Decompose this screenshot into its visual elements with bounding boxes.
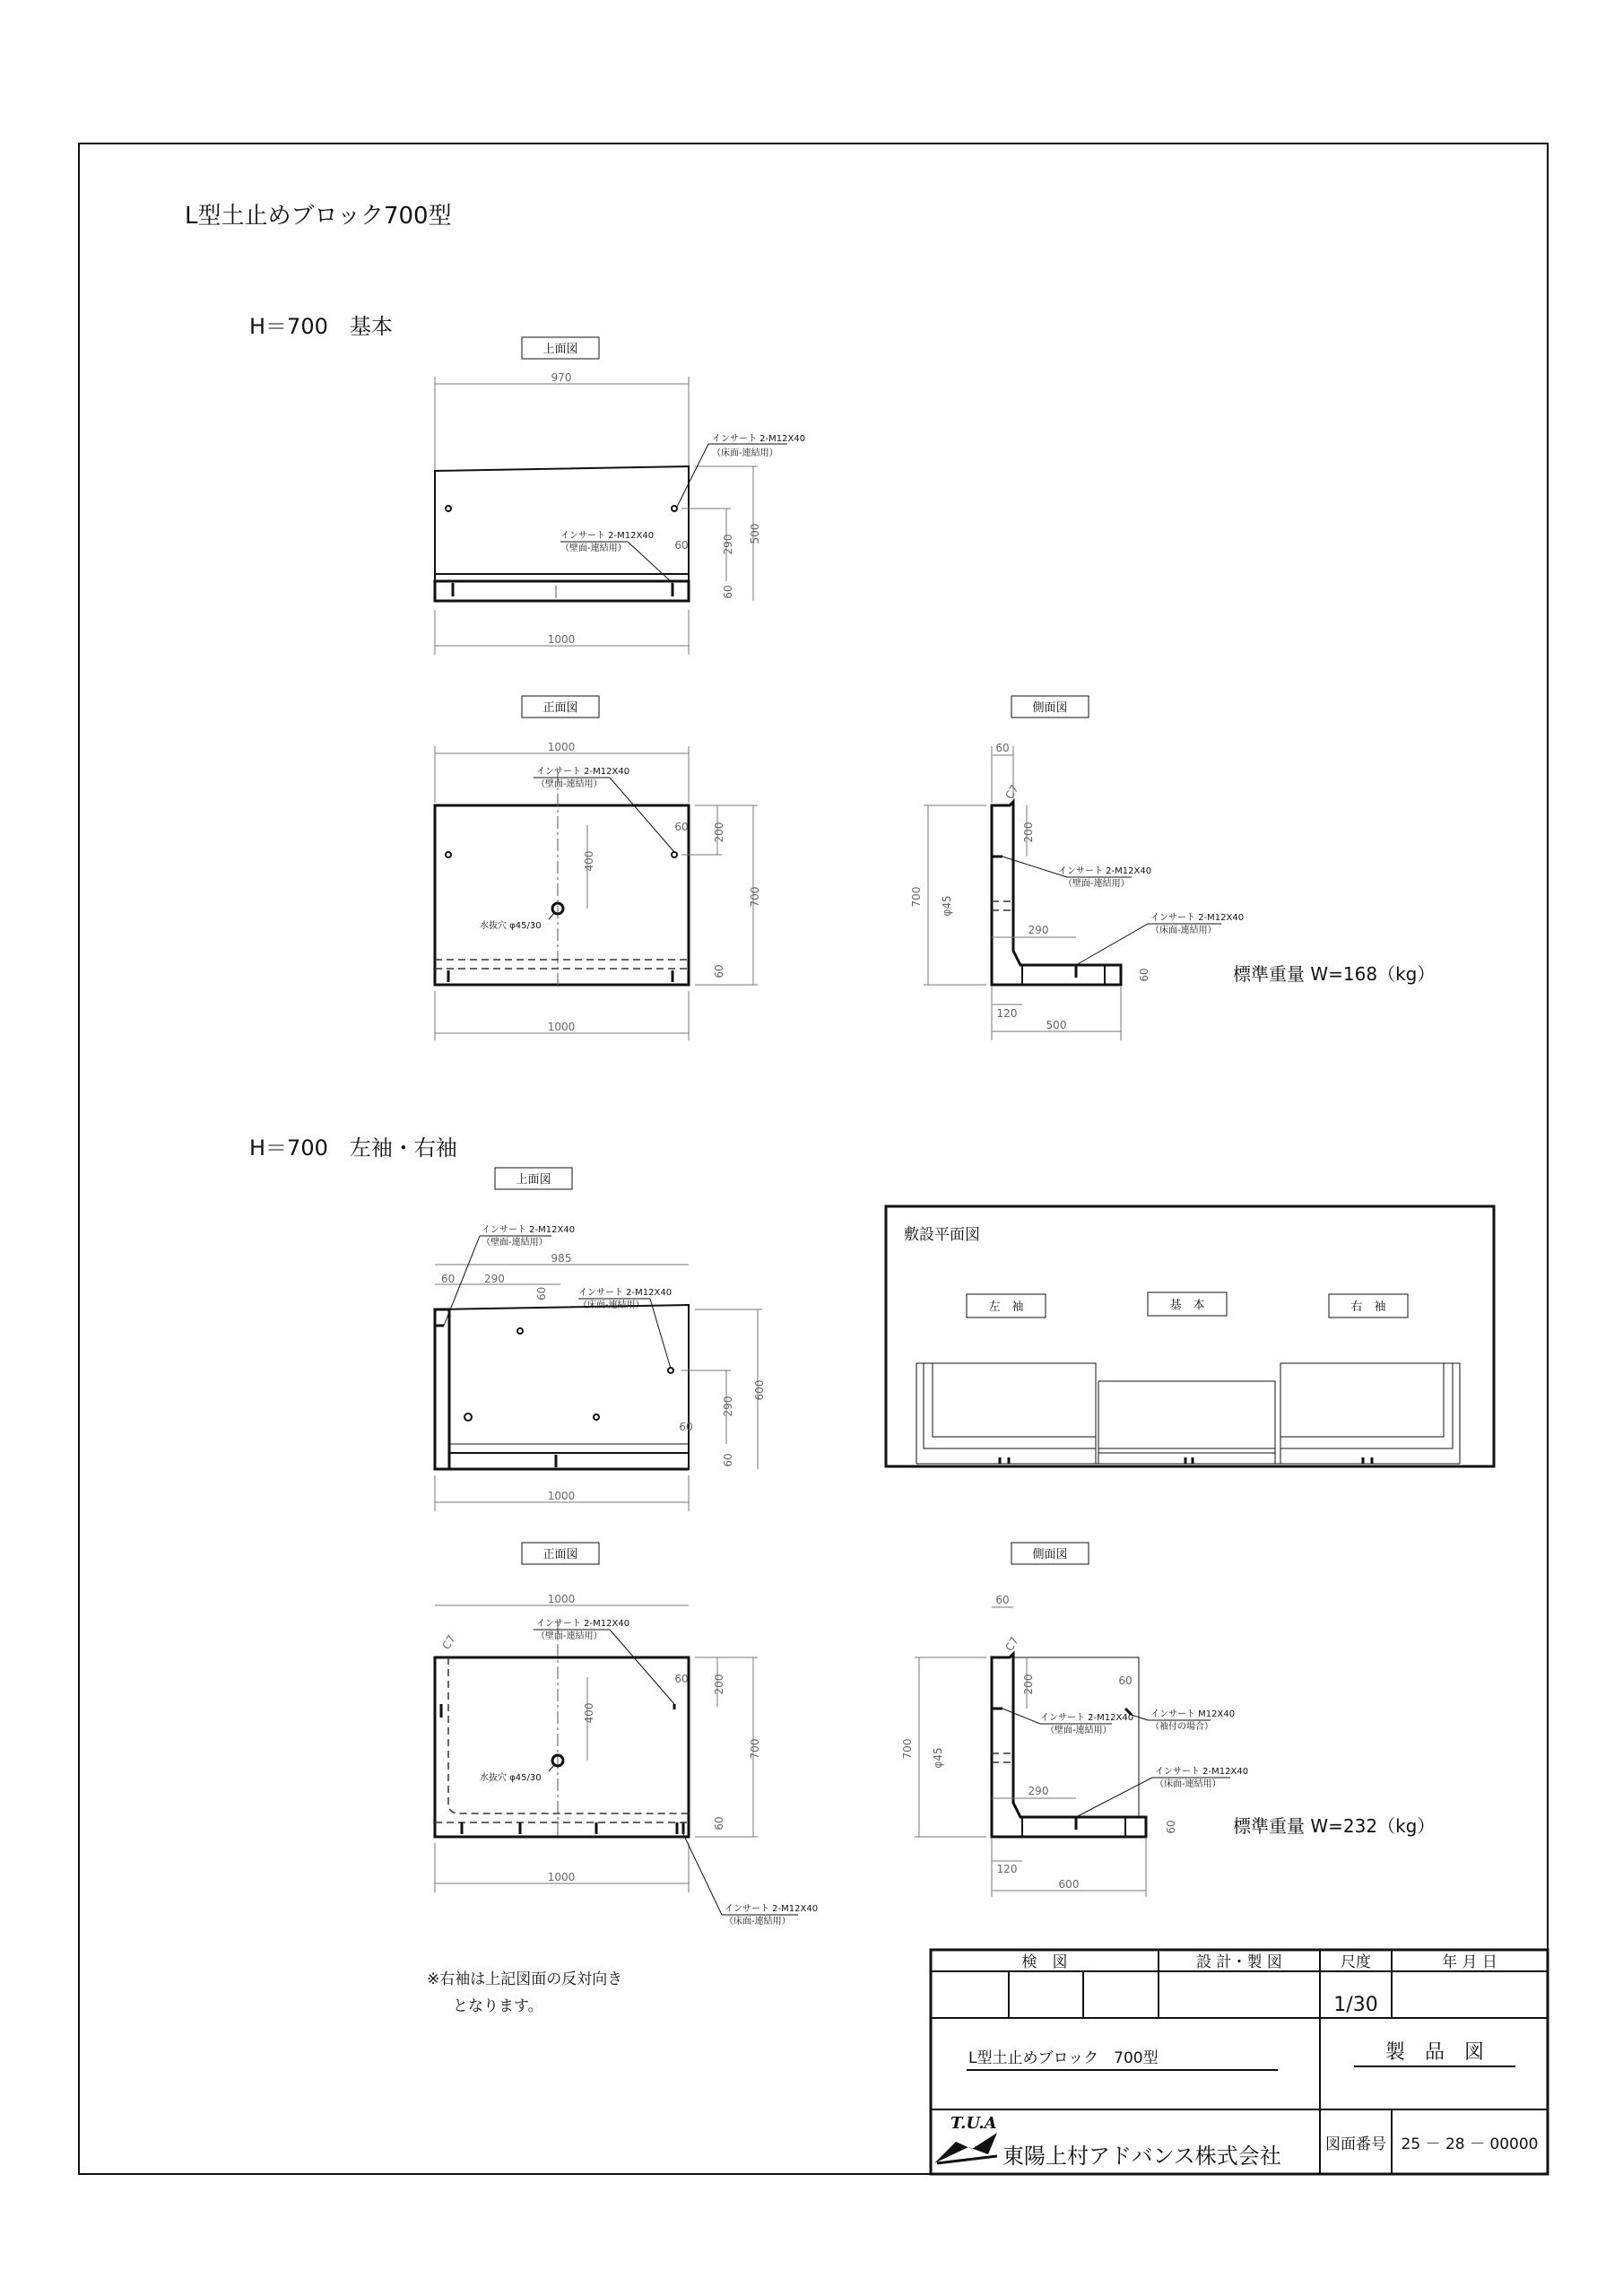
- sec1-side-view: [910, 696, 1244, 1040]
- sec1-side-note1a: インサート 2-M12X40: [1058, 866, 1152, 876]
- sec1-front-note1b: （壁面-連結用）: [536, 779, 603, 789]
- sec2-top-note1b: （壁面-連結用）: [482, 1238, 548, 1248]
- sec2-side-note2b: （袖付の場合）: [1150, 1722, 1213, 1732]
- sec2-front-label: 正面図: [542, 1548, 578, 1561]
- sec2-front-note1a: インサート 2-M12X40: [536, 1619, 630, 1629]
- tb-scale-value: 1/30: [1333, 1994, 1378, 2016]
- sec2-weight: 標準重量 W=232（kg）: [1233, 1815, 1436, 1837]
- layout-plan-right: 右 袖: [1350, 1300, 1386, 1314]
- sec1-side-note2a: インサート 2-M12X40: [1150, 913, 1245, 923]
- sec1-front-drain: 水抜穴 φ45/30: [480, 921, 542, 931]
- layout-plan-left: 左 袖: [988, 1300, 1024, 1314]
- sec1-side-dim-60: 60: [995, 742, 1010, 754]
- sec2-top-dim-290: 290: [484, 1273, 505, 1285]
- sec2-side-dim-60b: 60: [1118, 1674, 1133, 1687]
- sec2-top-dim-60b: 60: [535, 1286, 548, 1300]
- sec1-side-dim-60b: 60: [1138, 968, 1150, 982]
- sec1-front-dim-1000a: 1000: [547, 741, 576, 753]
- sec1-front-dim-200: 200: [713, 822, 725, 843]
- sec1-top-dim-500: 500: [749, 523, 761, 544]
- sec2-side-note1b: （壁面-連結用）: [1046, 1726, 1112, 1735]
- sec2-front-c7: C7: [439, 1632, 458, 1652]
- sec2-side-dim-200: 200: [1022, 1674, 1035, 1695]
- sec2-front-drain: 水抜穴 φ45/30: [480, 1773, 542, 1783]
- sec2-front-dim-400: 400: [583, 1702, 595, 1724]
- sec1-front-dim-1000b: 1000: [547, 1021, 576, 1033]
- sec2-side-dim-600: 600: [1058, 1878, 1080, 1891]
- sec1-top-note2a: インサート 2-M12X40: [560, 531, 655, 541]
- sec2-side-dim-120: 120: [996, 1863, 1018, 1875]
- sec1-top-dim-970: 970: [551, 371, 572, 384]
- sec1-side-phi45: φ45: [941, 895, 953, 917]
- section2-heading: H＝700 左袖・右袖: [249, 1135, 457, 1161]
- sec1-side-dim-290: 290: [1028, 924, 1049, 936]
- sec2-front-outline: [435, 1657, 689, 1837]
- sec2-front-note2b: （床面-連結用）: [725, 1917, 791, 1926]
- main-title: L型土止めブロック700型: [185, 203, 452, 230]
- sec1-top-dim-1000: 1000: [547, 633, 576, 646]
- sec2-top-dim-60: 60: [441, 1273, 456, 1285]
- company-logo-icon: [934, 2114, 997, 2163]
- sec2-top-dim-60d: 60: [722, 1453, 734, 1467]
- sec2-top-note1a: インサート 2-M12X40: [482, 1225, 576, 1235]
- tb-design-header: 設 計・製 図: [1196, 1953, 1282, 1971]
- sec1-front-view: [435, 696, 761, 1040]
- tb-product-name: L型土止めブロック 700型: [968, 2049, 1159, 2067]
- sec1-side-dim-120: 120: [996, 1007, 1018, 1020]
- sec2-side-dim-290: 290: [1028, 1785, 1049, 1797]
- sec2-top-dim-600: 600: [753, 1379, 766, 1401]
- sec1-side-outline: [992, 802, 1121, 985]
- sec1-top-note2b: （壁面-連結用）: [560, 544, 627, 553]
- sec2-top-view: [435, 1168, 766, 1511]
- sec1-side-note1b: （壁面-連結用）: [1063, 879, 1130, 889]
- sec2-side-dim-60c: 60: [1165, 1820, 1177, 1834]
- sec2-side-note2a: インサート M12X40: [1150, 1709, 1236, 1719]
- sec1-side-dim-200: 200: [1022, 822, 1035, 843]
- sec2-top-note2a: インサート 2-M12X40: [578, 1288, 673, 1298]
- sec1-weight: 標準重量 W=168（kg）: [1233, 963, 1436, 985]
- sec2-side-note3b: （床面-連結用）: [1155, 1779, 1221, 1789]
- tb-company-name: 東陽上村アドバンス株式会社: [1002, 2144, 1281, 2169]
- sec2-front-dim-1000b: 1000: [547, 1871, 576, 1883]
- sec1-side-c7: C7: [1002, 782, 1021, 802]
- sec2-side-phi45: φ45: [932, 1747, 944, 1769]
- sec2-side-view: [901, 1543, 1248, 1897]
- tb-dwg-no-header: 図面番号: [1325, 2135, 1386, 2153]
- sec2-front-view: [435, 1543, 818, 1926]
- sec1-front-outline: [435, 805, 689, 985]
- tb-check-header: 検 図: [1021, 1953, 1068, 1971]
- sec2-side-dim-60: 60: [995, 1594, 1010, 1606]
- sec2-front-note2a: インサート 2-M12X40: [725, 1904, 819, 1914]
- svg-text:T.U.A: T.U.A: [950, 2114, 997, 2133]
- sec2-side-note1a: インサート 2-M12X40: [1040, 1713, 1134, 1723]
- tb-date-header: 年 月 日: [1442, 1953, 1497, 1971]
- sec1-front-dim-700: 700: [749, 886, 761, 908]
- sec2-side-label: 側面図: [1032, 1548, 1068, 1561]
- sec2-front-dim-60a: 60: [674, 1673, 689, 1685]
- layout-plan-center: 基 本: [1169, 1299, 1205, 1312]
- section1-heading: H＝700 基本: [249, 314, 393, 339]
- tb-dwg-no: 25 － 28 － 00000: [1401, 2135, 1539, 2153]
- sec1-side-dim-700: 700: [910, 886, 923, 908]
- sec2-front-dim-1000a: 1000: [547, 1593, 576, 1605]
- sec1-front-dim-60a: 60: [674, 821, 689, 833]
- sec1-front-note1a: インサート 2-M12X40: [536, 767, 630, 777]
- sec1-front-label: 正面図: [542, 701, 578, 715]
- sec2-front-dim-200: 200: [713, 1674, 725, 1695]
- sec2-front-dim-60b: 60: [713, 1816, 725, 1831]
- sec1-top-dim-290: 290: [722, 534, 734, 555]
- sec2-top-note2b: （床面-連結用）: [578, 1300, 645, 1310]
- title-block: [931, 1950, 1548, 2174]
- sec1-top-label: 上面図: [542, 343, 578, 356]
- sec1-top-note1b: （床面-連結用）: [712, 448, 778, 458]
- footnote-line2: となります。: [453, 1997, 543, 2015]
- sec2-front-dim-700: 700: [749, 1738, 761, 1760]
- sec1-side-label: 側面図: [1032, 701, 1068, 715]
- sec2-top-dim-1000: 1000: [547, 1490, 576, 1502]
- sec2-top-dim-290v: 290: [722, 1396, 734, 1417]
- sec1-side-note2b: （床面-連結用）: [1150, 926, 1217, 935]
- sec2-front-note1b: （壁面-連結用）: [536, 1631, 603, 1641]
- sec1-front-dim-60b: 60: [713, 964, 725, 978]
- layout-plan-frame: [886, 1206, 1494, 1466]
- sec1-front-dim-400: 400: [583, 850, 595, 872]
- tb-scale-header: 尺度: [1341, 1953, 1371, 1971]
- layout-plan: [886, 1206, 1494, 1466]
- sec2-top-label: 上面図: [516, 1173, 551, 1187]
- sec2-top-dim-985: 985: [551, 1252, 572, 1265]
- sec1-top-view: [435, 337, 805, 655]
- footnote-line1: ※右袖は上記図面の反対向き: [427, 1970, 623, 1988]
- sec2-side-c7: C7: [1002, 1634, 1021, 1654]
- sec2-side-dim-700: 700: [901, 1738, 914, 1760]
- sec1-side-dim-500: 500: [1046, 1019, 1067, 1031]
- sec1-top-dim-60a: 60: [674, 539, 689, 552]
- sec1-top-dim-60b: 60: [722, 585, 734, 599]
- layout-plan-title: 敷設平面図: [904, 1226, 980, 1244]
- sec1-top-note1a: インサート 2-M12X40: [712, 434, 806, 444]
- sec2-top-dim-60c: 60: [679, 1421, 693, 1433]
- tb-drawing-type: 製 品 図: [1384, 2041, 1485, 2064]
- sec2-side-note3a: インサート 2-M12X40: [1155, 1767, 1249, 1777]
